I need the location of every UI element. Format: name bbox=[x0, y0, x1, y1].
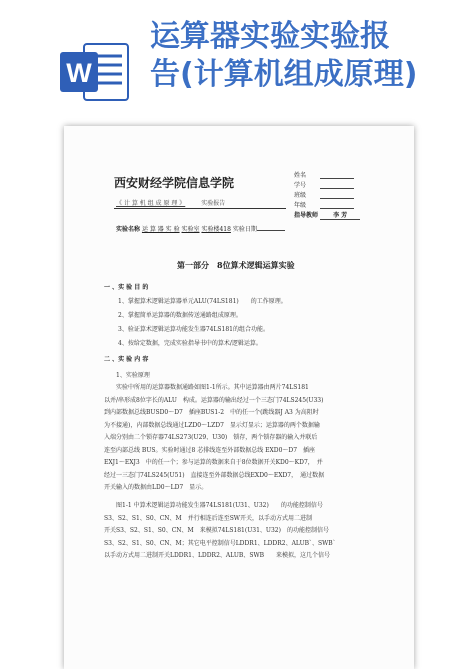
section-aims: 一 、实 验 目 的 bbox=[104, 284, 149, 291]
svg-text:W: W bbox=[66, 58, 92, 88]
banner bbox=[0, 0, 474, 122]
info-name: 姓名 bbox=[294, 170, 354, 179]
banner-title-line-2: 告(计算机组成原理) bbox=[150, 57, 418, 92]
section-content: 二 、实 验 内 容 bbox=[104, 356, 149, 363]
aim-item: 4、按给定数据，完成实验指导书中的算术/逻辑运算。 bbox=[118, 340, 262, 347]
experiment-name: 运 算 器 实 验 bbox=[141, 226, 180, 233]
aim-item: 3、验证算术逻辑运算功能发生器74LS181的组合功能。 bbox=[118, 326, 269, 333]
aim-item: 1、掌握算术逻辑运算器单元ALU(74LS181) 的工作原理。 bbox=[118, 298, 287, 305]
info-grade: 年级 bbox=[294, 200, 354, 209]
course-line bbox=[116, 198, 225, 207]
info-student-id: 学号 bbox=[294, 180, 354, 189]
info-class: 班级 bbox=[294, 190, 354, 199]
room-label: 实验室 bbox=[181, 226, 200, 233]
header-rule bbox=[114, 208, 286, 209]
aim-item: 2、掌握简单运算器的数据传送通路组成原理。 bbox=[118, 312, 242, 319]
date-label: 实验日期 bbox=[232, 226, 257, 233]
banner-title bbox=[150, 18, 470, 94]
document-page bbox=[64, 126, 414, 669]
course-name: 《 计 算 机 组 成 原 理 》 bbox=[116, 200, 186, 207]
principle-paragraph-1: 实验中所用的运算器数据通路如图1-1所示。其中运算器由两片74LS181 以并/串形成8位字长的ALU 构成。运算器的输出经过一个三态门74LS245(U33) 到内部数据总线BUSD0～D7 插座BUS1-2 中的任一个(跳线器J A3 为高阻时 为不接通)，内部数据总线通过LZD0～LZD7 显示灯显示；运算器的两个数据输 入端分别由二个锁存器74LS273(U29、U30) 锁存，两个锁存器的输入并联后 连至内部总线 BUS。实验时通过8 芯排线连至外部数据总线 EXD0～D7 插座 EXJ1～EXJ3 中的任一个；参与运算的数据来自于8位数据开关KD0～KD7， 并 经过一三态门74LS245(U51) 直接连至外部数据总线EXD0～EXD7， 通过数据 开关输入的数据由LD0～LD7 显示。 bbox=[104, 384, 325, 491]
banner-title-line-1: 运算器实验实验报 bbox=[150, 19, 390, 54]
part-title: 第一部分 8位算术逻辑运算实验 bbox=[177, 260, 295, 270]
info-teacher: 指导教师 李 芳 bbox=[294, 210, 360, 220]
room: 实验楼418 bbox=[201, 226, 231, 233]
experiment-line: 实验名称 运 算 器 实 验 实验室 实验楼418 实验日期 bbox=[116, 224, 285, 233]
subsection-principle: 1、实验原理 bbox=[116, 372, 150, 379]
report-label: 实验报告 bbox=[201, 200, 226, 207]
school-name: 西安财经学院信息学院 bbox=[114, 176, 235, 190]
word-doc-icon bbox=[58, 38, 132, 106]
principle-paragraph-2: 图1-1 中算术逻辑运算功能发生器74LS181(U31、U32) 的功能控制信号 S3、S2、S1、S0、CN、M 并行相连后连至SW开关，以手动方式用二进制 开关S3、S2、S1、S0、CN、M 来模拟74LS181(U31、U32) 的功能控制信号 S3、S2、S1、S0、CN、M；其它电平控制信号LDDR1、LDDR2、ALUB`、SWB` 以手动方式用二进制开关LDDR1、LDDR2、ALUB、SWB 来模拟，这几个信号 bbox=[104, 502, 336, 559]
